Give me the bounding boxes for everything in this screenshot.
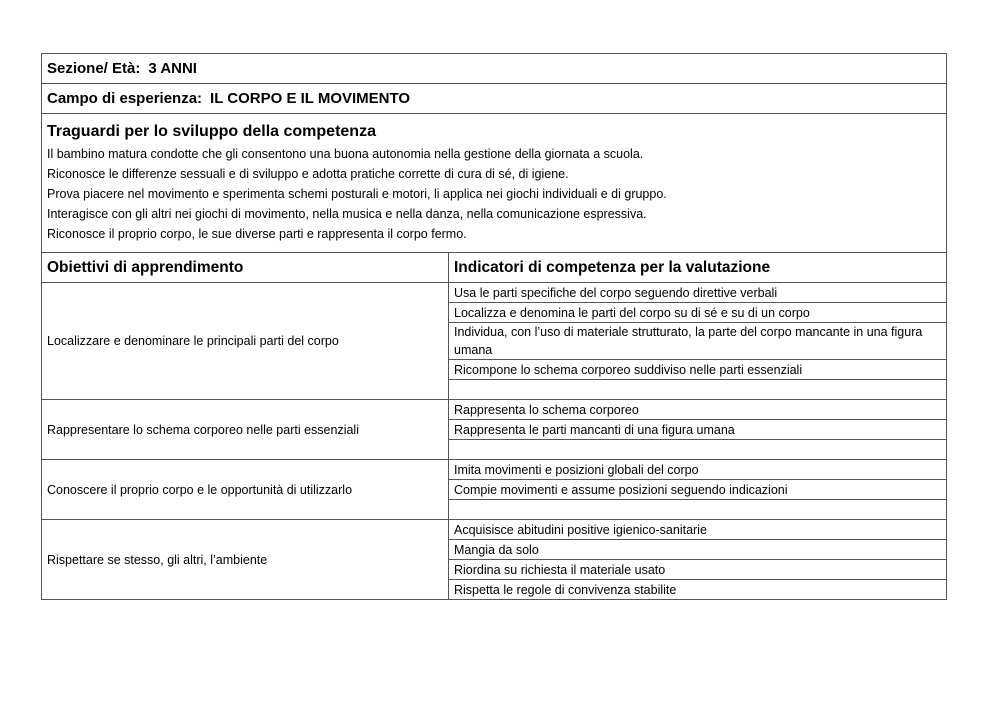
empty-cell [449, 380, 947, 400]
traguardi-line: Interagisce con gli altri nei giochi di movimento, nella musica e nella danza, nella comunicazione espressiva. [47, 207, 647, 221]
indicatore-cell: Individua, con l’uso di materiale strutturato, la parte del corpo mancante in una figura umana [449, 323, 947, 360]
indicatore-cell: Riordina su richiesta il materiale usato [449, 560, 947, 580]
programming-table [41, 53, 947, 600]
table-row [42, 460, 947, 480]
indicatore-cell: Rappresenta le parti mancanti di una figura umana [449, 420, 947, 440]
obiettivo-cell: Rappresentare lo schema corporeo nelle parti essenziali [42, 400, 449, 460]
traguardi-line: Prova piacere nel movimento e sperimenta schemi posturali e motori, li applica nei giochi individuali e di gruppo. [47, 187, 667, 201]
traguardi-row [42, 114, 947, 253]
empty-cell [449, 500, 947, 520]
traguardi-line: Riconosce il proprio corpo, le sue diverse parti e rappresenta il corpo fermo. [47, 227, 467, 241]
campo-cell [42, 84, 947, 114]
table-row [42, 400, 947, 420]
indicatore-cell: Acquisisce abitudini positive igienico-sanitarie [449, 520, 947, 540]
campo-row [42, 84, 947, 114]
campo-label: Campo di esperienza: [47, 89, 203, 107]
table-row [42, 283, 947, 303]
indicatore-cell: Imita movimenti e posizioni globali del corpo [449, 460, 947, 480]
traguardi-line: Riconosce le differenze sessuali e di sviluppo e adotta pratiche corrette di cura di sé, di igiene. [47, 167, 569, 181]
obiettivi-header: Obiettivi di apprendimento [42, 253, 449, 283]
traguardi-line: Il bambino matura condotte che gli consentono una buona autonomia nella gestione della giornata a scuola. [47, 147, 644, 161]
obiettivo-cell: Conoscere il proprio corpo e le opportunità di utilizzarlo [42, 460, 449, 520]
document-page [41, 53, 946, 600]
traguardi-title: Traguardi per lo sviluppo della competenza [47, 123, 376, 140]
indicatore-cell: Mangia da solo [449, 540, 947, 560]
column-header-row [42, 253, 947, 283]
obiettivo-cell: Localizzare e denominare le principali parti del corpo [42, 283, 449, 400]
obiettivo-cell: Rispettare se stesso, gli altri, l’ambiente [42, 520, 449, 600]
indicatore-cell: Compie movimenti e assume posizioni seguendo indicazioni [449, 480, 947, 500]
sezione-value: 3 ANNI [148, 59, 197, 77]
indicatori-header: Indicatori di competenza per la valutazione [449, 253, 947, 283]
campo-value: IL CORPO E IL MOVIMENTO [210, 89, 411, 107]
traguardi-cell [42, 114, 947, 253]
indicatore-cell: Localizza e denomina le parti del corpo su di sé e su di un corpo [449, 303, 947, 323]
table-row [42, 520, 947, 540]
indicatore-cell: Rappresenta lo schema corporeo [449, 400, 947, 420]
sezione-label: Sezione/ Età: [47, 59, 141, 77]
sezione-cell [42, 54, 947, 84]
indicatore-cell: Ricompone lo schema corporeo suddiviso nelle parti essenziali [449, 360, 947, 380]
sezione-row [42, 54, 947, 84]
empty-cell [449, 440, 947, 460]
indicatore-cell: Rispetta le regole di convivenza stabilite [449, 580, 947, 600]
indicatore-cell: Usa le parti specifiche del corpo seguendo direttive verbali [449, 283, 947, 303]
